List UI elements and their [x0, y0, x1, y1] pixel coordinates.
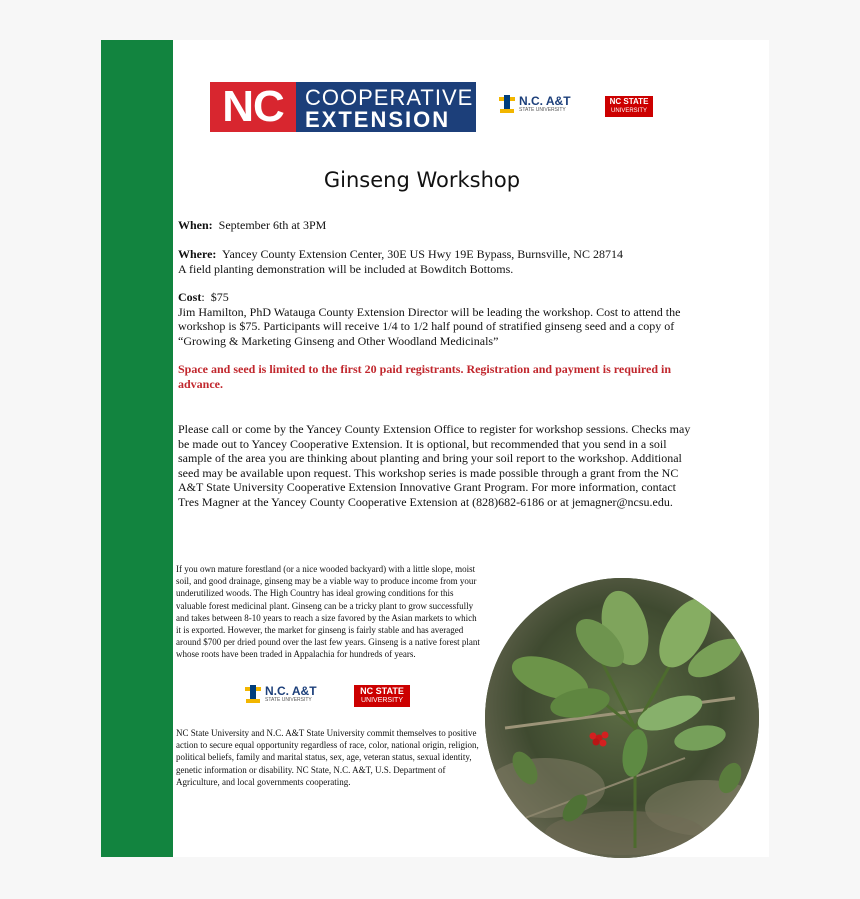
when-value: September 6th at 3PM: [218, 218, 327, 232]
ncat-logo-small: [245, 685, 317, 703]
when-line: [178, 218, 698, 233]
where-label: Where:: [178, 247, 217, 261]
page-title: Ginseng Workshop: [323, 168, 521, 192]
cost-label: Cost: [178, 290, 202, 304]
logo-cooperative-text: COOPERATIVE: [305, 85, 474, 110]
registration-notice: Space and seed is limited to the first 20 paid registrants. Registration and payment is required in advance.: [178, 362, 672, 391]
ginseng-plant-photo: [485, 578, 759, 858]
ncstate-line2: UNIVERSITY: [610, 108, 647, 114]
ncat-emblem-icon: [499, 95, 515, 113]
when-label: When:: [178, 218, 213, 232]
ncat-name-small: N.C. A&T: [265, 684, 317, 698]
where-value: Yancey County Extension Center, 30E US Hwy 19E Bypass, Burnsville, NC 28714: [222, 247, 623, 261]
cost-details: Jim Hamilton, PhD Watauga County Extension Director will be leading the workshop. Cost to attend the workshop is $75. Participants will receive 1/4 to 1/2 half pound of stratified ginseng seed and a copy of “Growing & Marketing Ginseng and Other Woodland Medicinals”: [178, 304, 681, 348]
ncstate-line1: NC STATE: [609, 97, 649, 106]
ncat-logo: [499, 95, 571, 113]
nc-logo: NC: [210, 82, 296, 132]
cost-value: $75: [210, 290, 229, 304]
cooperative-extension-logo: [296, 82, 476, 132]
cost-block: Cost: $75 Jim Hamilton, PhD Watauga County Extension Director will be leading the workshop. Cost to attend the workshop is $75. Participants will receive 1/4 to 1/2 half pound of stratified ginseng seed and a copy of “Growing & Marketing Ginseng and Other Woodland Medicinals”: [178, 290, 681, 348]
ncstate-logo-small: [354, 685, 410, 707]
where-note: A field planting demonstration will be included at Bowditch Bottoms.: [178, 261, 514, 276]
logo-extension-text: EXTENSION: [305, 107, 451, 132]
equal-opportunity-statement: NC State University and N.C. A&T State University commit themselves to positive action to secure equal opportunity regardless of race, color, national origin, religion, political beliefs, family and marital status, sex, age, veteran status, sexual identity, genetic information or disability. NC State, N.C. A&T, U.S. Department of Agriculture, and local governments cooperating.: [176, 728, 479, 787]
about-ginseng: If you own mature forestland (or a nice wooded backyard) with a little slope, moist soil, and good drainage, ginseng may be a viable way to produce income from your underutilized woods. The High Country has ideal growing conditions for this valuable forest medicinal plant. Ginseng can be a tricky plant to grow successfully and takes between 8-10 years to reach a size favored by the Asian markets to which it is exported. However, the market for ginseng is fairly stable and has averaged around $700 per dried pound over the last few years. Ginseng is a native forest plant whose roots have been traded in Appalachia for hundreds of years.: [176, 564, 480, 660]
where-block: [178, 247, 698, 276]
ncstate-line2-small: UNIVERSITY: [360, 697, 403, 704]
register-info: Please call or come by the Yancey County Extension Office to register for workshop sessions. Checks may be made out to Yancey Cooperative Extension. It is optional, but recommended that you send in a soil sample of the area you are thinking about planting and bring your soil report to the workshop. Additional seed may be available upon request. This workshop series is made possible through a grant from the NC A&T State University Cooperative Extension Innovative Grant Program. For more information, contact Tres Magner at the Yancey County Cooperative Extension at (828)682-6186 or at jemagner@ncsu.edu.: [178, 422, 691, 509]
ncat-sub: STATE UNIVERSITY: [519, 107, 566, 113]
ncat-sub-small: STATE UNIVERSITY: [265, 697, 312, 703]
ncat-name: N.C. A&T: [519, 94, 571, 108]
ncstate-logo: [605, 96, 653, 117]
ginseng-plant-image: [485, 578, 759, 858]
green-side-bar: [101, 40, 173, 857]
ncat-emblem-icon: [245, 685, 261, 703]
ncstate-line1-small: NC STATE: [360, 686, 404, 696]
